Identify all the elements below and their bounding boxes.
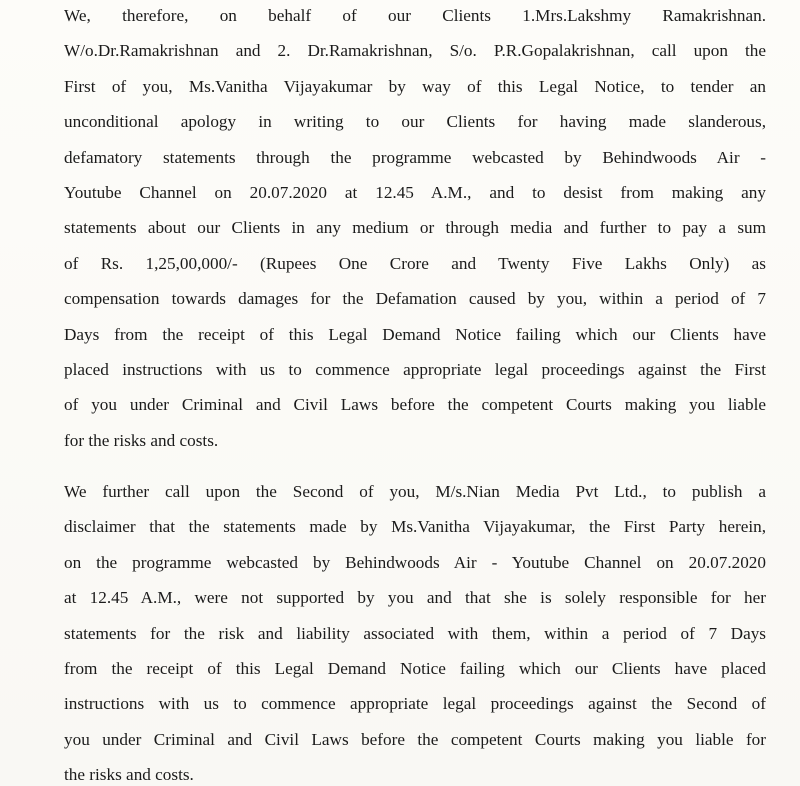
paragraph-demand-second-party (64, 474, 766, 786)
text-line: compensation towards damages for the Defamation caused by you, within a period of 7 (64, 289, 766, 309)
text-line: on the programme webcasted by Behindwoods Air - Youtube Channel on 20.07.2020 (64, 552, 766, 572)
text-line: for the risks and costs. (64, 430, 219, 450)
text-line: Days from the receipt of this Legal Demand Notice failing which our Clients have (64, 324, 766, 344)
text-line: you under Criminal and Civil Laws before the competent Courts making you liable for (64, 729, 766, 749)
text-line: defamatory statements through the programme webcasted by Behindwoods Air - (64, 147, 766, 167)
text-line: statements about our Clients in any medium or through media and further to pay a sum (64, 218, 766, 238)
text-line: statements for the risk and liability associated with them, within a period of 7 Days (64, 623, 766, 643)
text-line: unconditional apology in writing to our Clients for having made slanderous, (64, 112, 766, 132)
text-line: of you under Criminal and Civil Laws before the competent Courts making you liable (64, 395, 766, 415)
text-line: of Rs. 1,25,00,000/- (Rupees One Crore and Twenty Five Lakhs Only) as (64, 253, 766, 273)
paragraph-demand-first-party (64, 0, 766, 458)
text-line: placed instructions with us to commence appropriate legal proceedings against the First (64, 359, 766, 379)
text-line: We further call upon the Second of you, M/s.Nian Media Pvt Ltd., to publish a (64, 482, 766, 501)
text-line: at 12.45 A.M., were not supported by you and that she is solely responsible for her (64, 588, 766, 608)
text-line: disclaimer that the statements made by Ms.Vanitha Vijayakumar, the First Party herein, (64, 517, 766, 537)
text-line: Youtube Channel on 20.07.2020 at 12.45 A.M., and to desist from making any (64, 182, 766, 202)
text-line: instructions with us to commence appropriate legal proceedings against the Second of (64, 694, 766, 714)
text-line: W/o.Dr.Ramakrishnan and 2. Dr.Ramakrishnan, S/o. P.R.Gopalakrishnan, call upon the (64, 41, 766, 61)
text-line: First of you, Ms.Vanitha Vijayakumar by way of this Legal Notice, to tender an (64, 76, 766, 96)
text-line: the risks and costs. (64, 765, 194, 785)
text-line: from the receipt of this Legal Demand Notice failing which our Clients have placed (64, 658, 766, 678)
text-line: We, therefore, on behalf of our Clients 1.Mrs.Lakshmy Ramakrishnan. (64, 6, 766, 25)
